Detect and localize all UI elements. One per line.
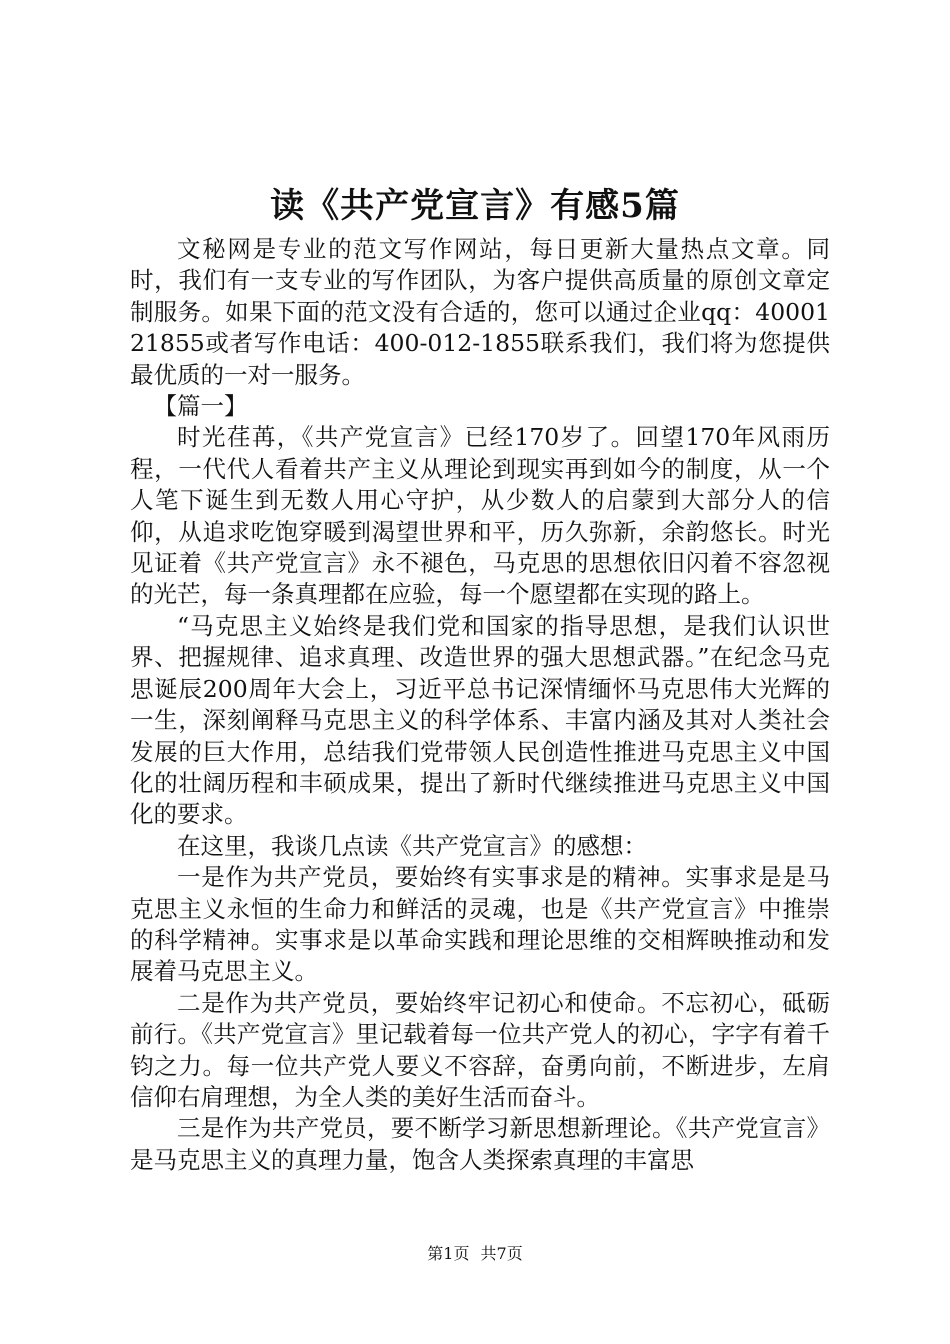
body-paragraph: “马克思主义始终是我们党和国家的指导思想，是我们认识世界、把握规律、追求真理、改造世界的强大思想武器。”在纪念马克思诞辰200周年大会上，习近平总书记深情缅怀马克思伟大光辉的一生，深刻阐释马克思主义的科学体系、丰富内涵及其对人类社会发展的巨大作用，总结我们党带领人民创造性推进马克思主义中国化的壮阔历程和丰硕成果，提出了新时代继续推进马克思主义中国化的要求。 (130, 611, 830, 829)
body-paragraph: 一是作为共产党员，要始终有实事求是的精神。实事求是是马克思主义永恒的生命力和鲜活的灵魂，也是《共产党宣言》中推崇的科学精神。实事求是以革命实践和理论思维的交相辉映推动和发展着马克思主义。 (130, 863, 830, 986)
document-title: 读《共产党宣言》有感5篇 (270, 186, 680, 226)
body-paragraph: 三是作为共产党员，要不断学习新思想新理论。《共产党宣言》是马克思主义的真理力量，饱含人类探索真理的丰富思 (130, 1114, 830, 1174)
intro-paragraph: 文秘网是专业的范文写作网站，每日更新大量热点文章。同时，我们有一支专业的写作团队，为客户提供高质量的原创文章定制服务。如果下面的范文没有合适的，您可以通过企业qq：4000121855或者写作电话：400-012-1855联系我们，我们将为您提供最优质的一对一服务。 (130, 235, 830, 389)
body-paragraph: 二是作为共产党员，要始终牢记初心和使命。不忘初心，砥砺前行。《共产党宣言》里记载着每一位共产党人的初心，字字有着千钧之力。每一位共产党人要义不容辞，奋勇向前，不断进步，左肩信仰右肩理想，为全人类的美好生活而奋斗。 (130, 988, 830, 1111)
section-heading: 【篇一】 (153, 392, 248, 421)
body-paragraph: 时光荏苒，《共产党宣言》已经170岁了。回望170年风雨历程，一代代人看着共产主义从理论到现实再到如今的制度，从一个人笔下诞生到无数人用心守护，从少数人的启蒙到大部分人的信仰，从追求吃饱穿暖到渴望世界和平，历久弥新，余韵悠长。时光见证着《共产党宣言》永不褪色，马克思的思想依旧闪着不容忽视的光芒，每一条真理都在应验，每一个愿望都在实现的路上。 (130, 423, 830, 609)
page-number-footer: 第1页 共7页 (427, 1244, 523, 1263)
body-paragraph: 在这里，我谈几点读《共产党宣言》的感想： (177, 831, 647, 860)
document-body (130, 234, 830, 1176)
